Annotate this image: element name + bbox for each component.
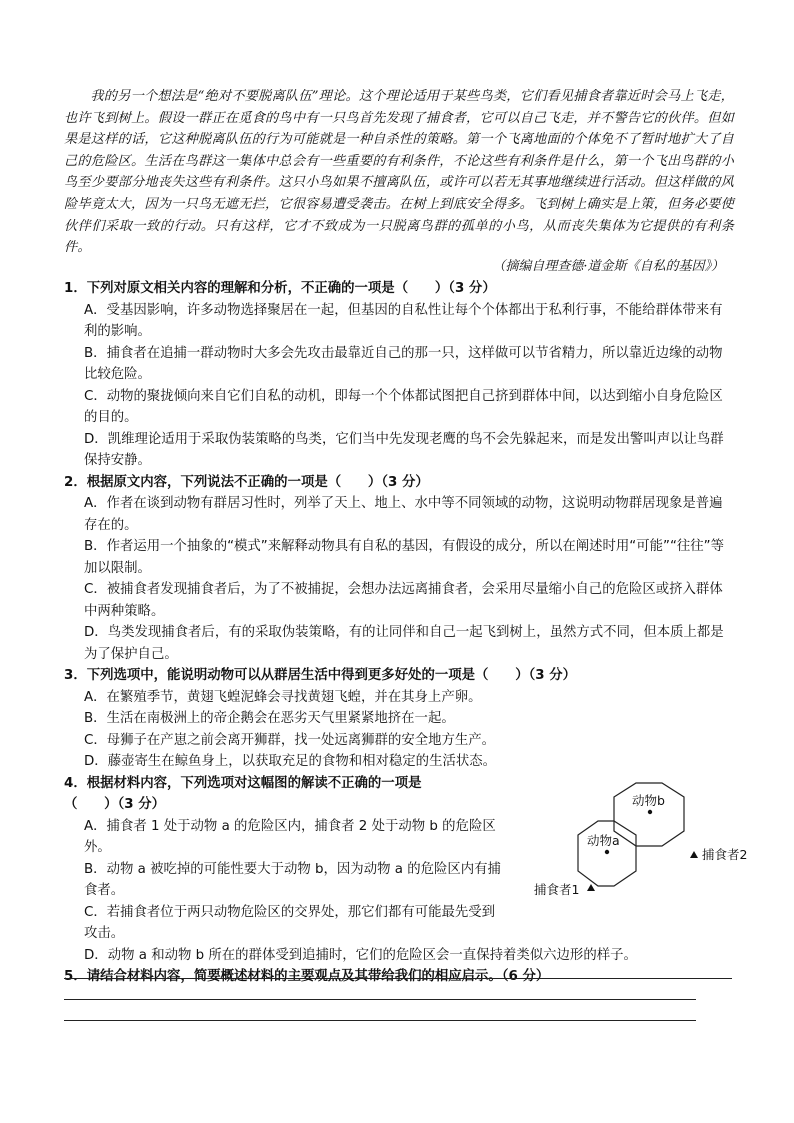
option-d: D．鸟类发现捕食者后，有的采取伪装策略，有的让同伴和自己一起飞到树上，虽然方式不同，但本质上都是为了保护自己。 bbox=[84, 625, 724, 662]
hexagon-diagram bbox=[494, 773, 748, 913]
option-a: A．作者在谈到动物有群居习性时，列举了天上、地上、水中等不同领域的动物，这说明动物群居现象是普遍存在的。 bbox=[84, 496, 723, 533]
option-a: A．在繁殖季节，黄翅飞蝗泥蜂会寻找黄翅飞蝗，并在其身上产卵。 bbox=[84, 689, 482, 705]
animal-a-dot bbox=[605, 849, 609, 853]
passage-source: （摘编自理查德·道金斯《自私的基因》） bbox=[492, 259, 724, 274]
question-3 bbox=[64, 665, 734, 773]
predator-1-label: 捕食者1 bbox=[534, 881, 580, 897]
option-b: B．作者运用一个抽象的“模式”来解释动物具有自私的基因，有假设的成分，所以在阐述时用“可能”“往往”等加以限制。 bbox=[84, 539, 724, 576]
predator-2-triangle-icon bbox=[690, 851, 698, 858]
question-1 bbox=[64, 278, 734, 472]
option-b: B．生活在南极洲上的帝企鹅会在恶劣天气里紧紧地挤在一起。 bbox=[84, 711, 455, 726]
option-a: A．捕食者 1 处于动物 a 的危险区内，捕食者 2 处于动物 b 的危险区外。 bbox=[84, 818, 496, 855]
option-d: D．动物 a 和动物 b 所在的群体受到追捕时，它们的危险区会一直保持着类似六边形的样子。 bbox=[84, 947, 637, 963]
animal-b-dot bbox=[648, 809, 652, 813]
option-b: B．捕食者在追捕一群动物时大多会先攻击最靠近自己的那一只，这样做可以节省精力，所以靠近边缘的动物比较危险。 bbox=[84, 345, 723, 382]
predator-2-label: 捕食者2 bbox=[702, 846, 748, 862]
question-stem: 5．请结合材料内容，简要概述材料的主要观点及其带给我们的相应启示。（6 分） bbox=[64, 969, 550, 984]
question-list bbox=[64, 278, 748, 988]
predator-1-triangle-icon bbox=[587, 884, 595, 891]
question-stem: 3．下列选项中，能说明动物可以从群居生活中得到更多好处的一项是（ ）（3 分） bbox=[64, 668, 577, 683]
answer-line[interactable] bbox=[64, 978, 732, 979]
option-c: C．被捕食者发现捕食者后，为了不被捕捉，会想办法远离捕食者，会采用尽量缩小自己的危险区或挤入群体中两种策略。 bbox=[84, 582, 723, 619]
answer-lines bbox=[64, 978, 732, 1041]
animal-b-label: 动物b bbox=[632, 792, 665, 808]
animal-a-label: 动物a bbox=[587, 832, 620, 848]
question-stem: 1．下列对原文相关内容的理解和分析，不正确的一项是（ ）（3 分） bbox=[64, 281, 496, 296]
option-b: B．动物 a 被吃掉的可能性要大于动物 b，因为动物 a 的危险区内有捕食者。 bbox=[84, 861, 501, 898]
option-c: C．若捕食者位于两只动物危险区的交界处，那它们都有可能最先受到攻击。 bbox=[84, 904, 496, 941]
question-stem: 4．根据材料内容，下列选项对这幅图的解读不正确的一项是 bbox=[64, 775, 422, 791]
question-2 bbox=[64, 472, 734, 666]
option-d: D．凯维理论适用于采取伪装策略的鸟类，它们当中先发现老鹰的鸟不会先躲起来，而是发出警叫声以让鸟群保持安静。 bbox=[84, 431, 724, 468]
passage-paragraph: 我的另一个想法是“绝对不要脱离队伍”理论。这个理论适用于某些鸟类，它们看见捕食者靠近时会马上飞走，也许飞到树上。假设一群正在觅食的鸟中有一只鸟首先发现了捕食者，它可以自己飞走，并不警告它的伙伴。但如果是这样的话，它这种脱离队伍的行为可能就是一种自杀性的策略。第一个飞离地面的个体免不了暂时地扩大了自己的危险区。生活在鸟群这一集体中总会有一些重要的有利条件，不论这些有利条件是什么，第一个飞出鸟群的小鸟至少要部分地丧失这些有利条件。这只小鸟如果不擅离队伍，或许可以若无其事地继续进行活动。但这样做的风险毕竟太大，因为一只鸟无遮无拦，它很容易遭受袭击。在树上到底安全得多。飞到树上确实是上策，但务必要使伙伴们采取一致的行动。只有这样，它才不致成为一只脱离鸟群的孤单的小鸟，从而丧失集体为它提供的有利条件。 bbox=[64, 89, 734, 256]
answer-line[interactable] bbox=[64, 999, 696, 1000]
option-c: C．动物的聚拢倾向来自它们自私的动机，即每一个个体都试图把自己挤到群体中间，以达到缩小自身危险区的目的。 bbox=[84, 388, 723, 425]
option-c: C．母狮子在产崽之前会离开狮群，找一处远离狮群的安全地方生产。 bbox=[84, 732, 496, 748]
answer-line[interactable] bbox=[64, 1020, 696, 1021]
question-stem-score: （ ）（3 分） bbox=[64, 797, 166, 812]
option-d: D．藤壶寄生在鲸鱼身上，以获取充足的食物和相对稳定的生活状态。 bbox=[84, 754, 497, 769]
option-a: A．受基因影响，许多动物选择聚居在一起，但基因的自私性让每个个体都出于私利行事，不能给群体带来有利的影响。 bbox=[84, 302, 723, 339]
question-4 bbox=[64, 773, 748, 967]
question-stem: 2．根据原文内容，下列说法不正确的一项是（ ）（3 分） bbox=[64, 474, 429, 490]
reading-passage bbox=[64, 86, 734, 259]
